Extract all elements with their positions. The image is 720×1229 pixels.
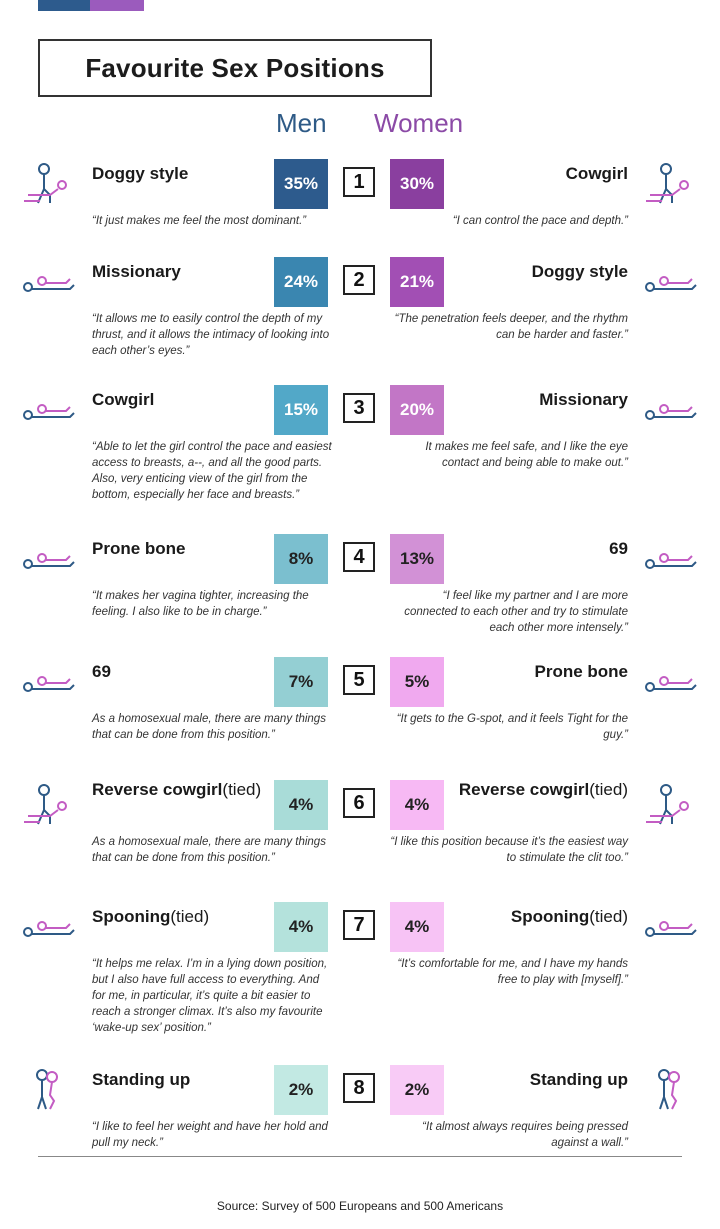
men-position-illustration-icon — [20, 659, 76, 703]
women-percent-box: 13% — [390, 534, 444, 584]
men-position-illustration-icon — [20, 1067, 76, 1111]
source-divider — [38, 1156, 682, 1157]
women-position-label: Missionary — [539, 390, 628, 409]
men-quote: “It helps me relax. I’m in a lying down position, but I also have full access to everything. And for me, in particular, it’s quite a bit easier to reach a stronger climax. It’s also my favourite ‘wake-up sex’ position.” — [92, 958, 328, 1034]
women-tied-label: (tied) — [589, 907, 628, 926]
women-position-name — [511, 908, 628, 926]
men-header: Men — [276, 108, 327, 138]
color-key-men — [38, 0, 90, 11]
women-position-illustration-icon — [642, 161, 698, 205]
women-position-name — [566, 165, 628, 183]
women-quote: “It gets to the G-spot, and it feels Tight for the guy.” — [396, 713, 628, 741]
men-quote: “It allows me to easily control the depth of my thrust, and it allows the intimacy of looking into each other’s eyes.” — [92, 313, 330, 357]
source-note: Source: Survey of 500 Europeans and 500 Americans — [216, 1199, 504, 1213]
women-quote: “The penetration feels deeper, and the rhythm can be harder and faster.” — [394, 313, 628, 341]
men-position-label: Reverse cowgirl — [92, 780, 223, 799]
title-box — [38, 39, 432, 97]
men-percent-box: 4% — [274, 902, 328, 952]
men-position-label: Spooning — [92, 907, 171, 926]
women-quote: “It almost always requires being pressed against a wall.” — [422, 1121, 628, 1149]
women-percent-box: 20% — [390, 385, 444, 435]
women-tied-label: (tied) — [589, 780, 628, 799]
men-position-illustration-icon — [20, 259, 76, 303]
women-position-illustration-icon — [642, 536, 698, 580]
women-position-illustration-icon — [642, 782, 698, 826]
rank-number: 3 — [343, 393, 375, 423]
women-percent-box: 4% — [390, 902, 444, 952]
men-position-name — [92, 263, 181, 281]
men-percent-box: 15% — [274, 385, 328, 435]
women-percent-box: 30% — [390, 159, 444, 209]
women-position-illustration-icon — [642, 904, 698, 948]
men-position-label: Doggy style — [92, 164, 189, 183]
rank-number: 4 — [343, 542, 375, 572]
men-position-illustration-icon — [20, 161, 76, 205]
rank-number: 2 — [343, 265, 375, 295]
men-percent-box: 2% — [274, 1065, 328, 1115]
women-position-illustration-icon — [642, 659, 698, 703]
men-position-label: Missionary — [92, 262, 181, 281]
men-position-label: 69 — [92, 662, 111, 681]
men-percent-box: 24% — [274, 257, 328, 307]
men-position-name — [92, 663, 111, 681]
women-position-illustration-icon — [642, 387, 698, 431]
women-quote: “I can control the pace and depth.” — [452, 215, 628, 227]
men-position-illustration-icon — [20, 387, 76, 431]
women-position-label: Reverse cowgirl — [458, 780, 590, 799]
women-position-label: Cowgirl — [565, 164, 628, 183]
women-position-label: Prone bone — [534, 662, 628, 681]
women-percent-box: 5% — [390, 657, 444, 707]
men-quote: “I like to feel her weight and have her hold and pull my neck.” — [92, 1121, 328, 1149]
women-position-name — [609, 540, 628, 558]
men-percent-box: 4% — [274, 780, 328, 830]
women-percent-box: 21% — [390, 257, 444, 307]
women-position-name — [532, 263, 628, 281]
rank-number: 5 — [343, 665, 375, 695]
men-quote: As a homosexual male, there are many things that can be done from this position.” — [92, 713, 326, 741]
men-quote: As a homosexual male, there are many things that can be done from this position.” — [92, 836, 326, 864]
men-position-name — [92, 540, 186, 558]
page-title: Favourite Sex Positions — [85, 52, 385, 83]
men-quote: “It just makes me feel the most dominant.” — [92, 215, 307, 227]
men-position-illustration-icon — [20, 904, 76, 948]
men-position-name — [92, 1071, 190, 1089]
women-percent-box: 2% — [390, 1065, 444, 1115]
men-position-label: Prone bone — [92, 539, 186, 558]
women-position-name — [539, 391, 628, 409]
rank-number: 1 — [343, 167, 375, 197]
color-key-women — [90, 0, 144, 11]
men-percent-box: 8% — [274, 534, 328, 584]
women-position-illustration-icon — [642, 1067, 698, 1111]
women-quote: “It’s comfortable for me, and I have my hands free to play with [myself].” — [397, 958, 628, 986]
women-position-illustration-icon — [642, 259, 698, 303]
women-percent-box: 4% — [390, 780, 444, 830]
men-position-illustration-icon — [20, 782, 76, 826]
rank-number: 8 — [343, 1073, 375, 1103]
men-percent-box: 35% — [274, 159, 328, 209]
men-position-label: Standing up — [92, 1070, 191, 1089]
men-position-name — [92, 781, 261, 799]
women-position-label: Spooning — [510, 907, 590, 926]
women-quote: “I feel like my partner and I are more connected to each other and try to stimulate each other more intensely.” — [404, 590, 628, 634]
women-header: Women — [374, 108, 464, 138]
women-quote: It makes me feel safe, and I like the eye contact and being able to make out.” — [425, 441, 628, 469]
rank-number: 7 — [343, 910, 375, 940]
men-percent-box: 7% — [274, 657, 328, 707]
women-position-label: Doggy style — [531, 262, 628, 281]
women-position-label: 69 — [609, 539, 628, 558]
men-tied-label: (tied) — [170, 907, 210, 926]
men-position-name — [92, 165, 188, 183]
women-position-name — [534, 663, 628, 681]
men-tied-label: (tied) — [222, 780, 262, 799]
men-quote: “It makes her vagina tighter, increasing the feeling. I also like to be in charge.” — [92, 590, 309, 618]
women-position-label: Standing up — [529, 1070, 628, 1089]
men-position-label: Cowgirl — [92, 390, 155, 409]
men-position-name — [92, 391, 154, 409]
men-position-illustration-icon — [20, 536, 76, 580]
women-position-name — [459, 781, 628, 799]
men-position-name — [92, 908, 209, 926]
rank-number: 6 — [343, 788, 375, 818]
men-quote: “Able to let the girl control the pace and easiest access to breasts, a--, and all the good parts. Also, very enticing view of the girl from the bottom, especially her face and breasts.” — [92, 441, 332, 501]
women-quote: “I like this position because it’s the easiest way to stimulate the clit too.” — [390, 836, 628, 864]
women-position-name — [530, 1071, 628, 1089]
